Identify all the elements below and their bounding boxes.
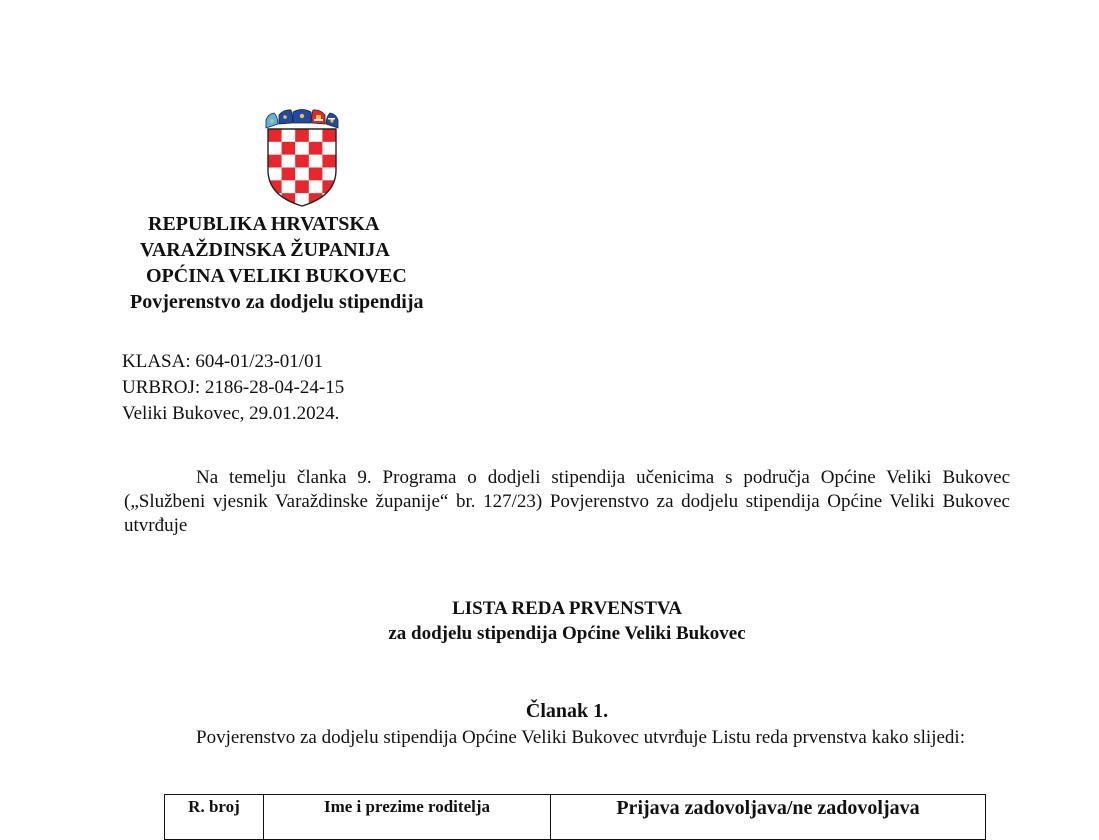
place-date-line: Veliki Bukovec, 29.01.2024. [122,403,340,424]
committee-name: Povjerenstvo za dodjelu stipendija [130,291,424,313]
column-header-number: R. broj [165,795,264,840]
shield-square [268,168,282,181]
document-title: LISTA REDA PRVENSTVA [452,598,682,619]
shield-square [309,193,323,206]
column-header-parent-name: Ime i prezime roditelja [264,795,551,840]
shield-square [295,155,309,168]
shield-square [268,155,282,168]
municipality-name: OPĆINA VELIKI BUKOVEC [146,265,407,287]
shield-square [282,180,296,193]
shield-square [282,142,296,155]
shield-square [282,168,296,181]
klasa-line: KLASA: 604-01/23-01/01 [122,351,324,372]
shield-square [282,129,296,142]
country-name: REPUBLIKA HRVATSKA [148,213,380,235]
county-name: VARAŽDINSKA ŽUPANIJA [140,239,390,261]
shield-square [268,129,282,142]
shield-square [309,155,323,168]
shield-square [322,155,336,168]
shield-square [309,142,323,155]
table-header-row [165,795,986,840]
column-header-eligibility: Prijava zadovoljava/ne zadovoljava [551,795,986,840]
shield-square [309,129,323,142]
shield-square [295,180,309,193]
article-paragraph: Povjerenstvo za dodjelu stipendija Općine Veliki Bukovec utvrđuje Listu reda prvenstva kako slijedi: [196,727,965,748]
shield-square [282,155,296,168]
shield-square [282,193,296,206]
croatian-coat-of-arms-icon [262,108,342,208]
priority-list-table [164,794,986,840]
shield-square [295,142,309,155]
shield-square [322,142,336,155]
document-subtitle: za dodjelu stipendija Općine Veliki Bukovec [388,623,746,644]
urbroj-line: URBROJ: 2186-28-04-24-15 [122,377,345,398]
shield-square [322,168,336,181]
article-heading: Članak 1. [525,700,609,722]
shield-square [268,142,282,155]
shield-square [309,180,323,193]
intro-paragraph: Na temelju članka 9. Programa o dodjeli stipendija učenicima s područja Općine Veliki Bukovec („Službeni vjesnik Varaždinske županije“ br. 127/23) Povjerenstvo za dodjelu stipendija Općine Veliki Bukovec utvrđuje [124,467,1010,536]
shield-square [295,168,309,181]
shield-square [322,129,336,142]
shield-square [295,129,309,142]
shield-square [309,168,323,181]
